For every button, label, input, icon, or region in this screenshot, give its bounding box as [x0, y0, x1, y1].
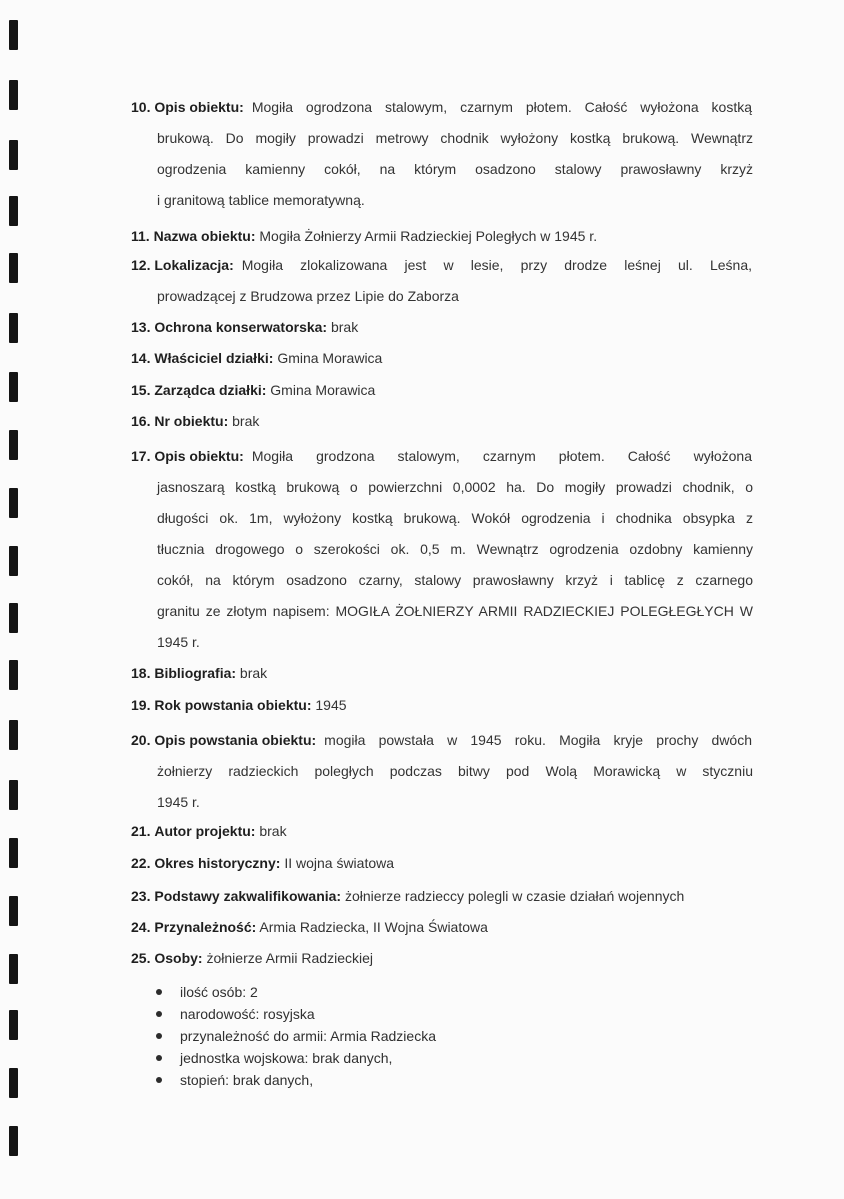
bullet-text: ilość osób: 2	[180, 984, 258, 1000]
bullet-dot-icon	[156, 1077, 162, 1083]
bullet-text: stopień: brak danych,	[180, 1072, 314, 1088]
entry-label: Osoby:	[154, 950, 203, 966]
entry-number: 12.	[131, 257, 151, 273]
entry-first-line	[131, 918, 488, 936]
bullet-dot-icon	[156, 1055, 162, 1061]
entry-number: 17.	[131, 448, 151, 464]
bullet-text: narodowość: rosyjska	[180, 1006, 315, 1022]
entry-first-line	[131, 412, 259, 430]
entry-label: Ochrona konserwatorska:	[154, 319, 328, 335]
entry-value: Armia Radziecka, II Wojna Światowa	[259, 919, 488, 935]
entry-number: 18.	[131, 665, 151, 681]
entry-label: Autor projektu:	[154, 823, 256, 839]
entry-continuation-line: prowadzącej z Brudzowa przez Lipie do Zaborza	[157, 288, 459, 304]
entry-first-line	[131, 447, 752, 465]
entry-label: Nr obiektu:	[154, 413, 229, 429]
entry-label: Rok powstania obiektu:	[154, 697, 312, 713]
entry-value: żołnierze radzieccy polegli w czasie działań wojennych	[344, 888, 685, 904]
entry-number: 10.	[131, 99, 151, 115]
entry-first-line	[131, 381, 375, 399]
bullet-text: przynależność do armii: Armia Radziecka	[180, 1028, 436, 1044]
entry-first-line	[131, 949, 373, 967]
entry-continuation-line: 1945 r.	[157, 634, 200, 650]
entry-number: 16.	[131, 413, 151, 429]
entry-value: Mogiła grodzona stalowym, czarnym płotem. Całość wyłożona	[251, 448, 752, 464]
entry-label: Podstawy zakwalifikowania:	[154, 888, 342, 904]
entry-number: 11.	[131, 228, 150, 244]
entry-label: Okres historyczny:	[154, 855, 281, 871]
entry-first-line	[131, 731, 752, 749]
bullet-text: jednostka wojskowa: brak danych,	[180, 1050, 393, 1066]
entry-value: brak	[232, 413, 260, 429]
entry-first-line	[131, 256, 752, 274]
bullet-dot-icon	[156, 989, 162, 995]
entry-number: 19.	[131, 697, 151, 713]
bullet-dot-icon	[156, 1033, 162, 1039]
entry-label: Właściciel działki:	[154, 350, 274, 366]
entry-value: Mogiła ogrodzona stalowym, czarnym płotem. Całość wyłożona kostką	[251, 99, 752, 115]
entry-continuation-line: cokół, na którym osadzono czarny, stalowy prawosławny krzyż i tablicę z czarnego	[157, 572, 753, 588]
entry-first-line	[131, 349, 382, 367]
entry-number: 13.	[131, 319, 151, 335]
entry-first-line	[131, 664, 267, 682]
entry-value: brak	[259, 823, 287, 839]
entry-number: 24.	[131, 919, 151, 935]
entry-continuation-line: żołnierzy radzieckich poległych podczas bitwy pod Wolą Morawicką w styczniu	[157, 763, 753, 779]
entry-label: Przynależność:	[154, 919, 257, 935]
entry-value: mogiła powstała w 1945 roku. Mogiła kryje prochy dwóch	[324, 732, 752, 748]
entry-number: 15.	[131, 382, 151, 398]
entry-number: 23.	[131, 888, 151, 904]
entry-label: Opis obiektu:	[154, 99, 244, 115]
entry-value: Gmina Morawica	[277, 350, 383, 366]
entry-first-line	[131, 887, 684, 905]
entry-continuation-line: granitu ze złotym napisem: MOGIŁA ŻOŁNIERZY ARMII RADZIECKIEJ POLEGŁEGŁYCH W	[157, 603, 753, 619]
entry-first-line	[131, 227, 597, 245]
entry-first-line	[131, 696, 347, 714]
bullet-dot-icon	[156, 1011, 162, 1017]
entry-number: 25.	[131, 950, 151, 966]
entry-label: Lokalizacja:	[154, 257, 234, 273]
entry-value: 1945	[315, 697, 347, 713]
entry-number: 21.	[131, 823, 151, 839]
entry-label: Nazwa obiektu:	[153, 228, 256, 244]
entry-first-line	[131, 318, 358, 336]
entry-label: Opis obiektu:	[154, 448, 244, 464]
entry-continuation-line: 1945 r.	[157, 794, 200, 810]
entry-continuation-line: i granitową tablice memoratywną.	[157, 192, 365, 208]
entry-first-line	[131, 98, 752, 116]
entry-number: 20.	[131, 732, 151, 748]
entry-continuation-line: długości ok. 1m, wyłożony kostką brukową. Wokół ogrodzenia i chodnika obsypka z	[157, 510, 753, 526]
entry-first-line	[131, 854, 394, 872]
entry-value: żołnierze Armii Radzieckiej	[206, 950, 373, 966]
entry-label: Opis powstania obiektu:	[154, 732, 317, 748]
entry-value: II wojna światowa	[284, 855, 395, 871]
entry-value: brak	[239, 665, 268, 681]
entry-label: Bibliografia:	[154, 665, 237, 681]
entry-number: 22.	[131, 855, 151, 871]
entry-first-line	[131, 822, 287, 840]
entry-value: Mogiła Żołnierzy Armii Radzieckiej Poległych w 1945 r.	[259, 228, 598, 244]
entry-label: Zarządca działki:	[154, 382, 267, 398]
entry-continuation-line: brukową. Do mogiły prowadzi metrowy chodnik wyłożony kostką brukową. Wewnątrz	[157, 130, 753, 146]
entry-continuation-line: tłucznia drogowego o szerokości ok. 0,5 m. Wewnątrz ogrodzenia ozdobny kamienny	[157, 541, 753, 557]
entry-value: Mogiła zlokalizowana jest w lesie, przy drodze leśnej ul. Leśna,	[241, 257, 752, 273]
entry-value: Gmina Morawica	[270, 382, 376, 398]
entry-value: brak	[330, 319, 359, 335]
entry-continuation-line: ogrodzenia kamienny cokół, na którym osadzono stalowy prawosławny krzyż	[157, 161, 753, 177]
entry-continuation-line: jasnoszarą kostką brukową o powierzchni 0,0002 ha. Do mogiły prowadzi chodnik, o	[157, 479, 753, 495]
entry-number: 14.	[131, 350, 151, 366]
